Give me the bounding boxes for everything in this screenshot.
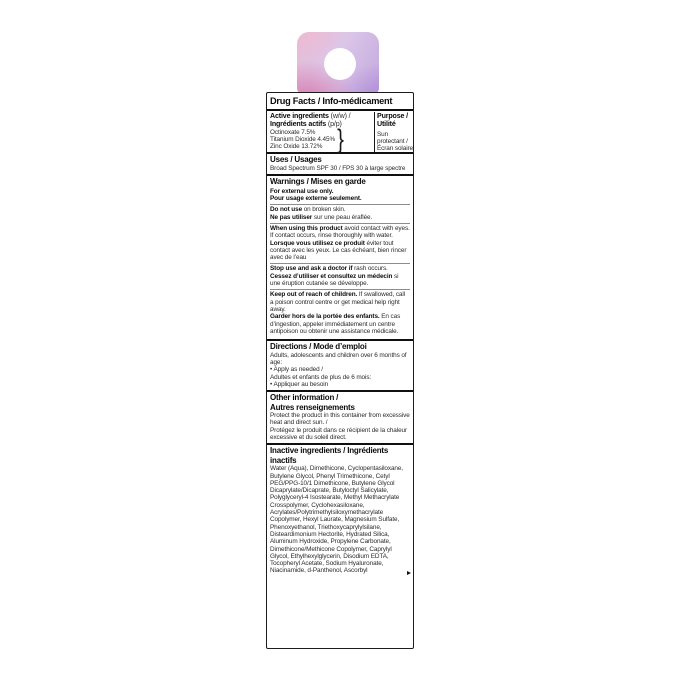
hang-tab-hole bbox=[324, 48, 356, 80]
warning-group bbox=[270, 187, 410, 205]
active-ingredient: Octinoxate 7.5% bbox=[270, 128, 316, 136]
directions-heading: Directions / Mode d’emploi bbox=[270, 342, 367, 352]
warning-group bbox=[270, 223, 410, 263]
warning-text-en: For external use only. bbox=[270, 187, 334, 195]
section-warnings bbox=[267, 176, 413, 341]
inactive-heading: Inactive ingredients / Ingrédients inactifs bbox=[270, 446, 389, 465]
section-uses bbox=[267, 154, 413, 176]
uses-body: Broad Spectrum SPF 30 / FPS 30 à large spectre bbox=[270, 164, 406, 172]
drug-facts-label bbox=[266, 92, 414, 649]
other-info-heading-fr: Autres renseignements bbox=[270, 402, 355, 412]
purpose-value-line: protectant / bbox=[377, 137, 408, 145]
active-ingredient: Titanium Dioxide 4.45% bbox=[270, 135, 336, 143]
warning-text-fr: Garder hors de la portée des enfants. En cas d’ingestion, appeler immédiatement un centre antipoison ou obtenir une assistance médicale. bbox=[270, 313, 401, 335]
warning-text-en: Keep out of reach of children. If swallowed, call a poison control centre or get medical help right away. bbox=[270, 291, 406, 313]
purpose-column bbox=[374, 112, 413, 152]
brace-glyph: } bbox=[337, 124, 344, 155]
purpose-heading-en: Purpose / bbox=[377, 112, 408, 120]
directions-line: • Appliquer au besoin bbox=[270, 380, 329, 388]
warning-text-en: Do not use on broken skin. bbox=[270, 206, 346, 214]
section-other-information bbox=[267, 392, 413, 445]
active-ingredients-column bbox=[270, 112, 374, 155]
directions-line: • Apply as needed / bbox=[270, 366, 323, 374]
other-info-body-fr: Protégez le produit dans ce récipient de la chaleur excessive et du soleil direct. bbox=[270, 426, 408, 441]
directions-line: Adultes et enfants de plus de 6 mois: bbox=[270, 373, 372, 381]
active-ingredients-heading-en: Active ingredients (w/w) / bbox=[270, 112, 351, 120]
warning-text-fr: Cessez d’utiliser et consultez un médecin si une éruption cutanée se développe. bbox=[270, 272, 399, 288]
uses-heading: Uses / Usages bbox=[270, 155, 322, 165]
warning-text-fr: Lorsque vous utilisez ce produit éviter tout contact avec les yeux. Le cas échéant, bien rincer avec de l’eau bbox=[270, 239, 407, 262]
warning-group bbox=[270, 289, 410, 337]
purpose-heading-fr: Utilité bbox=[377, 120, 396, 129]
section-directions bbox=[267, 341, 413, 392]
purpose-value-line: Écran solaire bbox=[377, 145, 413, 153]
active-ingredient: Zinc Oxide 13.72% bbox=[270, 143, 323, 151]
section-inactive-ingredients bbox=[267, 445, 413, 576]
drug-facts-title: Drug Facts / Info-médicament bbox=[267, 93, 413, 111]
section-active-ingredients bbox=[267, 111, 413, 154]
purpose-value-line: Sun bbox=[377, 130, 389, 138]
hang-tab bbox=[297, 32, 379, 94]
text-continues-arrow-icon bbox=[407, 571, 411, 575]
active-ingredients-heading-fr: Ingrédients actifs (p/p) bbox=[270, 120, 342, 129]
inactive-body: Water (Aqua), Dimethicone, Cyclopentasiloxane, Butylene Glycol, Phenyl Trimethicone, Cetyl PEG/PPG-10/1 Dimethicone, Butylene Glycol Dicaprylate/Dicaprate, Butyloctyl Salicylate, Polyglyceryl-4 Isostearate, Methyl Methacrylate Crosspolymer, Cyclohexasiloxane, Acrylates/Polytrimethylsiloxymethacrylate Copolymer, Hexyl Laurate, Magnesium Sulfate, Phenoxyethanol, Triethoxycaprylylsilane, Disteardimonium Hectorite, Hydrated Silica, Aluminum Hydroxide, Propylene Carbonate, Dimethicone/Methicone Copolymer, Caprylyl Glycol, Ethylhexylglycerin, Disodium EDTA, Tocopheryl Acetate, Sodium Hyaluronate, Niacinamide, d-Panthenol, Ascorbyl bbox=[270, 465, 403, 575]
warnings-heading: Warnings / Mises en garde bbox=[270, 177, 366, 187]
warning-text-en: Stop use and ask a doctor if rash occurs. bbox=[270, 265, 388, 273]
warning-group bbox=[270, 263, 410, 289]
other-info-heading-en: Other information / bbox=[270, 393, 339, 403]
warning-group bbox=[270, 204, 410, 223]
other-info-body-en: Protect the product in this container from excessive heat and direct sun. / bbox=[270, 412, 410, 427]
directions-line: Adults, adolescents and children over 6 months of age: bbox=[270, 351, 407, 366]
warning-text-fr: Pour usage externe seulement. bbox=[270, 195, 362, 203]
warning-text-fr: Ne pas utiliser sur une peau éraflée. bbox=[270, 213, 373, 221]
warning-text-en: When using this product avoid contact with eyes. If contact occurs, rinse thoroughly with water. bbox=[270, 224, 410, 240]
